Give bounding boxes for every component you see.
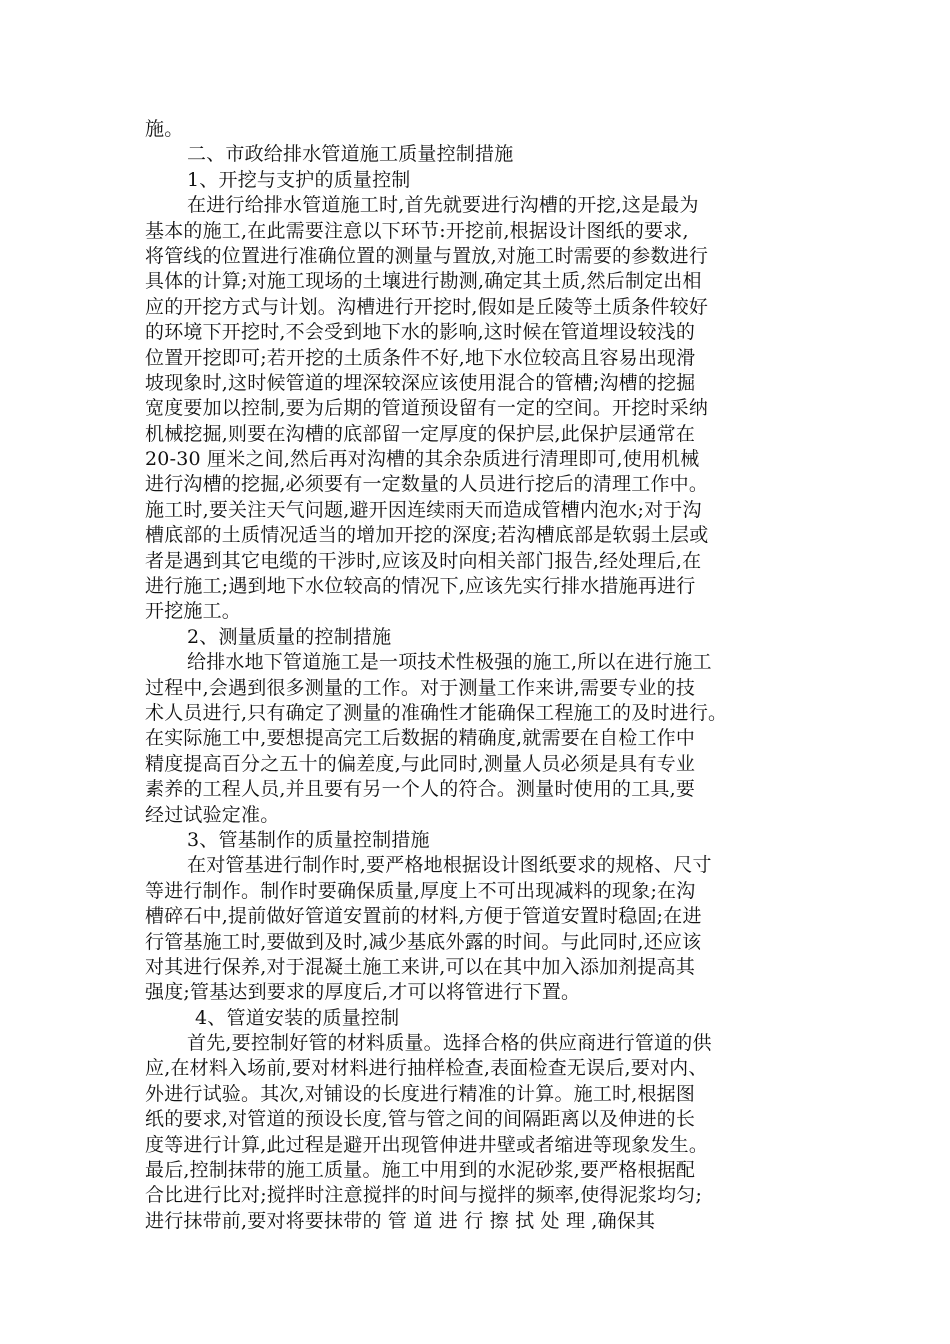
- text-line: 度等进行计算,此过程是避开出现管伸进井壁或者缩进等现象发生。: [145, 1133, 709, 1156]
- text-line: 素养的工程人员,并且要有另一个人的符合。测量时使用的工具,要: [145, 778, 696, 801]
- text-line: 应,在材料入场前,要对材料进行抽样检查,表面检查无误后,要对内、: [145, 1057, 708, 1080]
- text-line: 宽度要加以控制,要为后期的管道预设留有一定的空间。开挖时采纳: [145, 397, 709, 420]
- text-line: 的环境下开挖时,不会受到地下水的影响,这时候在管道埋设较浅的: [145, 321, 696, 344]
- text-line: 进行抹带前,要对将要抹带的 管 道 进 行 擦 拭 处 理 ,确保其: [145, 1209, 656, 1232]
- text-line: 最后,控制抹带的施工质量。施工中用到的水泥砂浆,要严格根据配: [145, 1159, 696, 1182]
- text-line: 外进行试验。其次,对铺设的长度进行精准的计算。施工时,根据图: [145, 1082, 696, 1105]
- text-line: 精度提高百分之五十的偏差度,与此同时,测量人员必须是具有专业: [145, 752, 696, 775]
- text-line: 位置开挖即可;若开挖的土质条件不好,地下水位较高且容易出现滑: [145, 346, 696, 369]
- text-line: 在对管基进行制作时,要严格地根据设计图纸要求的规格、尺寸: [187, 854, 712, 877]
- text-line: 给排水地下管道施工是一项技术性极强的施工,所以在进行施工: [187, 651, 712, 674]
- text-line: 合比进行比对;搅拌时注意搅拌的时间与搅拌的频率,使得泥浆均匀;: [145, 1184, 703, 1207]
- text-line: 二、市政给排水管道施工质量控制措施: [187, 143, 514, 166]
- text-line: 槽底部的土质情况适当的增加开挖的深度;若沟槽底部是软弱土层或: [145, 524, 709, 547]
- text-line: 坡现象时,这时候管道的埋深较深应该使用混合的管槽;沟槽的挖掘: [145, 371, 696, 394]
- text-line: 过程中,会遇到很多测量的工作。对于测量工作来讲,需要专业的技: [145, 676, 696, 699]
- text-line: 应的开挖方式与计划。沟槽进行开挖时,假如是丘陵等土质条件较好: [145, 295, 709, 318]
- text-line: 经过试验定准。: [145, 803, 280, 826]
- text-line: 基本的施工,在此需要注意以下环节:开挖前,根据设计图纸的要求,: [145, 219, 689, 242]
- text-line: 3、管基制作的质量控制措施: [187, 828, 430, 851]
- text-line: 槽碎石中,提前做好管道安置前的材料,方便于管道安置时稳固;在进: [145, 905, 702, 928]
- text-line: 开挖施工。: [145, 600, 242, 623]
- text-line: 在实际施工中,要想提高完工后数据的精确度,就需要在自检工作中: [145, 727, 696, 750]
- text-line: 施。: [145, 118, 184, 140]
- text-line: 具体的计算;对施工现场的土壤进行勘测,确定其土质,然后制定出相: [145, 270, 702, 293]
- text-line: 1、开挖与支护的质量控制: [187, 168, 411, 191]
- text-line: 机械挖掘,则要在沟槽的底部留一定厚度的保护层,此保护层通常在: [145, 422, 696, 445]
- text-line: 纸的要求,对管道的预设长度,管与管之间的间隔距离以及伸进的长: [145, 1108, 696, 1131]
- text-line: 将管线的位置进行准确位置的测量与置放,对施工时需要的参数进行: [145, 244, 709, 267]
- text-line: 进行沟槽的挖掘,必须要有一定数量的人员进行挖后的清理工作中。: [145, 473, 709, 496]
- text-line: 强度;管基达到要求的厚度后,才可以将管进行下置。: [145, 981, 581, 1004]
- text-line: 2、测量质量的控制措施: [187, 625, 392, 648]
- text-line: 4、管道安装的质量控制: [195, 1006, 400, 1029]
- document-body: [145, 117, 815, 1234]
- text-line: 在进行给排水管道施工时,首先就要进行沟槽的开挖,这是最为: [187, 194, 699, 217]
- text-line: 行管基施工时,要做到及时,减少基底外露的时间。与此同时,还应该: [145, 930, 702, 953]
- text-line: 进行施工;遇到地下水位较高的情况下,应该先实行排水措施再进行: [145, 575, 696, 598]
- text-line: 首先,要控制好管的材料质量。选择合格的供应商进行管道的供: [187, 1032, 712, 1055]
- text-line: 对其进行保养,对于混凝土施工来讲,可以在其中加入添加剂提高其: [145, 955, 696, 978]
- text-line: 等进行制作。制作时要确保质量,厚度上不可出现减料的现象;在沟: [145, 879, 696, 902]
- text-line: 20-30 厘米之间,然后再对沟槽的其余杂质进行清理即可,使用机械: [145, 448, 700, 471]
- text-line: 术人员进行,只有确定了测量的准确性才能确保工程施工的及时进行。: [145, 701, 728, 724]
- text-line: 者是遇到其它电缆的干涉时,应该及时向相关部门报告,经处理后,在: [145, 549, 702, 572]
- text-line: 施工时,要关注天气问题,避开因连续雨天而造成管槽内泡水;对于沟: [145, 498, 702, 521]
